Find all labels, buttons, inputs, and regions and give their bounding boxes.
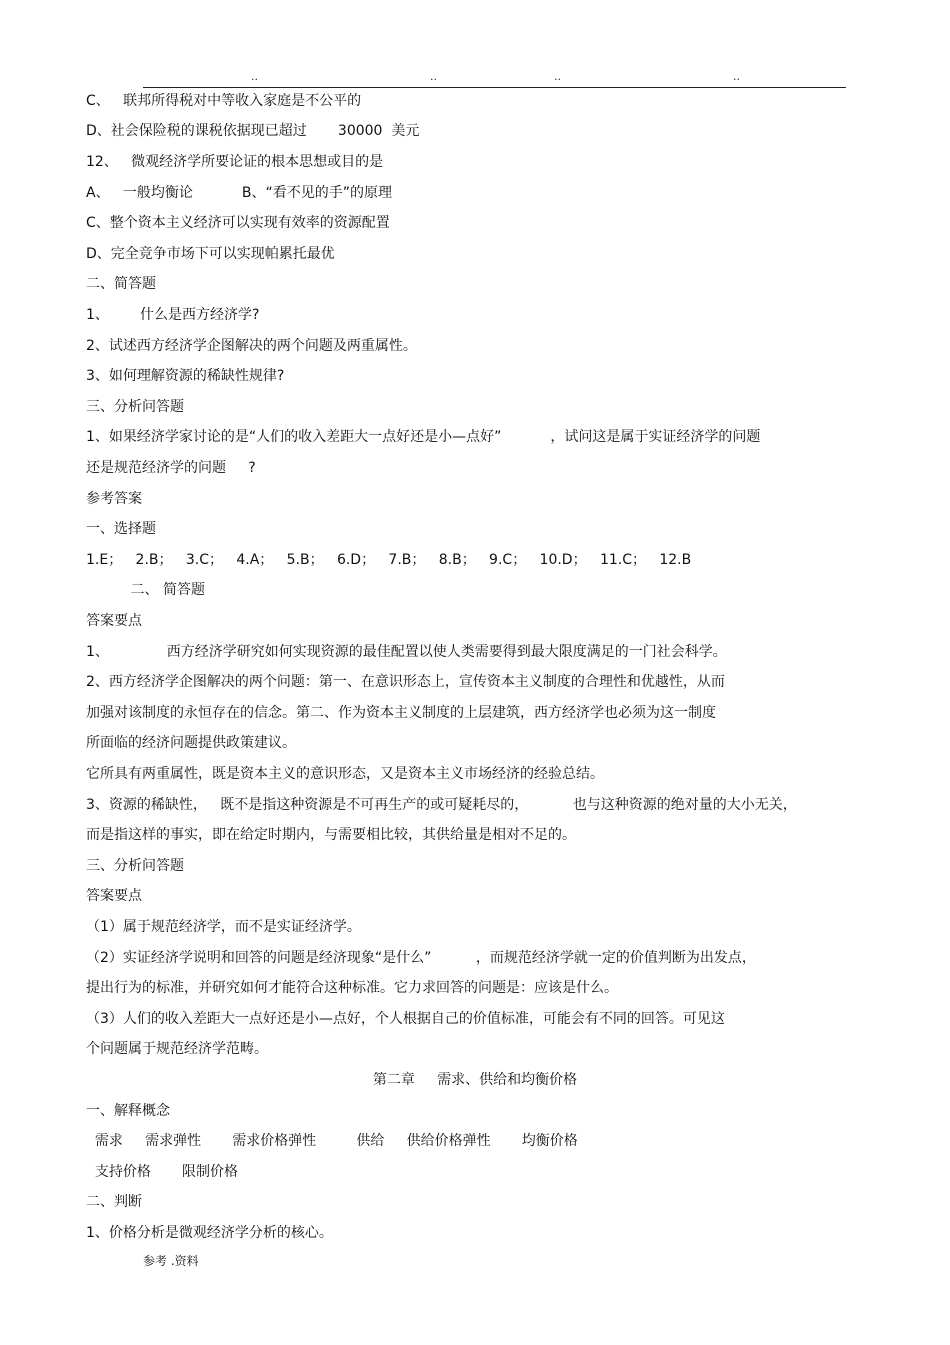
section-heading: 二、 简答题 [86,582,205,598]
question-line: 12、 微观经济学所要论证的根本思想或目的是 [86,154,384,170]
question-line: 3、如何理解资源的稀缺性规律? [86,368,285,384]
section-heading: 答案要点 [86,888,142,904]
header-mark: .. [430,70,437,83]
section-heading: 三、分析问答题 [86,858,184,874]
question-line: 还是规范经济学的问题 ? [86,460,256,476]
header-mark: .. [733,70,740,83]
answer-line: 提出行为的标准，并研究如何才能符合这种标准。它力求回答的问题是：应该是什么。 [86,980,618,996]
answer-line: 加强对该制度的永恒存在的信念。第二、作为资本主义制度的上层建筑，西方经济学也必须为这一制度 [86,705,716,721]
answer-line: 而是指这样的事实，即在给定时期内，与需要相比较，其供给量是相对不足的。 [86,827,576,843]
header-mark: .. [554,70,561,83]
section-heading: 三、分析问答题 [86,399,184,415]
answer-line: 3、资源的稀缺性， 既不是指这种资源是不可再生产的或可疑耗尽的， 也与这种资源的绝对量的大小无关， [86,797,797,813]
answer-key: 1.E； 2.B； 3.C； 4.A； 5.B； 6.D； 7.B； 8.B； 9.C； 10.D； 11.C； 12.B [86,552,692,568]
answer-line: 它所具有两重属性，既是资本主义的意识形态，又是资本主义市场经济的经验总结。 [86,766,604,782]
section-heading: 一、选择题 [86,521,156,537]
answer-line: （2）实证经济学说明和回答的问题是经济现象“是什么” ，而规范经济学就一定的价值判断为出发点， [86,950,756,966]
term-list: 需求 需求弹性 需求价格弹性 供给 供给价格弹性 均衡价格 [86,1133,578,1149]
text-line: D、社会保险税的课税依据现已超过 30000 美元 [86,123,420,139]
answer-line: 个问题属于规范经济学范畴。 [86,1041,268,1057]
header-mark: .. [251,70,258,83]
question-line: 1、 什么是西方经济学? [86,307,260,323]
section-heading: 二、简答题 [86,276,156,292]
option-line: C、整个资本主义经济可以实现有效率的资源配置 [86,215,390,231]
answer-line: 所面临的经济问题提供政策建议。 [86,735,296,751]
option-line: A、 一般均衡论 B、“看不见的手”的原理 [86,185,392,201]
answer-line: （1）属于规范经济学，而不是实证经济学。 [86,919,361,935]
footer-text: 参考 .资料 [143,1254,199,1268]
section-heading: 一、解释概念 [86,1103,170,1119]
question-line: 1、价格分析是微观经济学分析的核心。 [86,1225,333,1241]
section-heading: 参考答案 [86,491,142,507]
option-line: D、完全竞争市场下可以实现帕累托最优 [86,246,335,262]
answer-line: 2、西方经济学企图解决的两个问题：第一、在意识形态上，宣传资本主义制度的合理性和优越性，从而 [86,674,725,690]
section-heading: 二、判断 [86,1194,142,1210]
chapter-title: 第二章 需求、供给和均衡价格 [372,1072,578,1088]
term-list: 支持价格 限制价格 [86,1164,239,1180]
text-line: C、 联邦所得税对中等收入家庭是不公平的 [86,93,362,109]
answer-line: （3）人们的收入差距大一点好还是小—点好，个人根据自己的价值标准，可能会有不同的回答。可见这 [86,1011,725,1027]
section-heading: 答案要点 [86,613,142,629]
question-line: 1、如果经济学家讨论的是“人们的收入差距大一点好还是小—点好” ，试问这是属于实证经济学的问题 [86,429,761,445]
answer-line: 1、 西方经济学研究如何实现资源的最佳配置以使人类需要得到最大限度满足的一门社会科学。 [86,644,727,660]
header-rule [143,87,846,88]
question-line: 2、试述西方经济学企图解决的两个问题及两重属性。 [86,338,417,354]
